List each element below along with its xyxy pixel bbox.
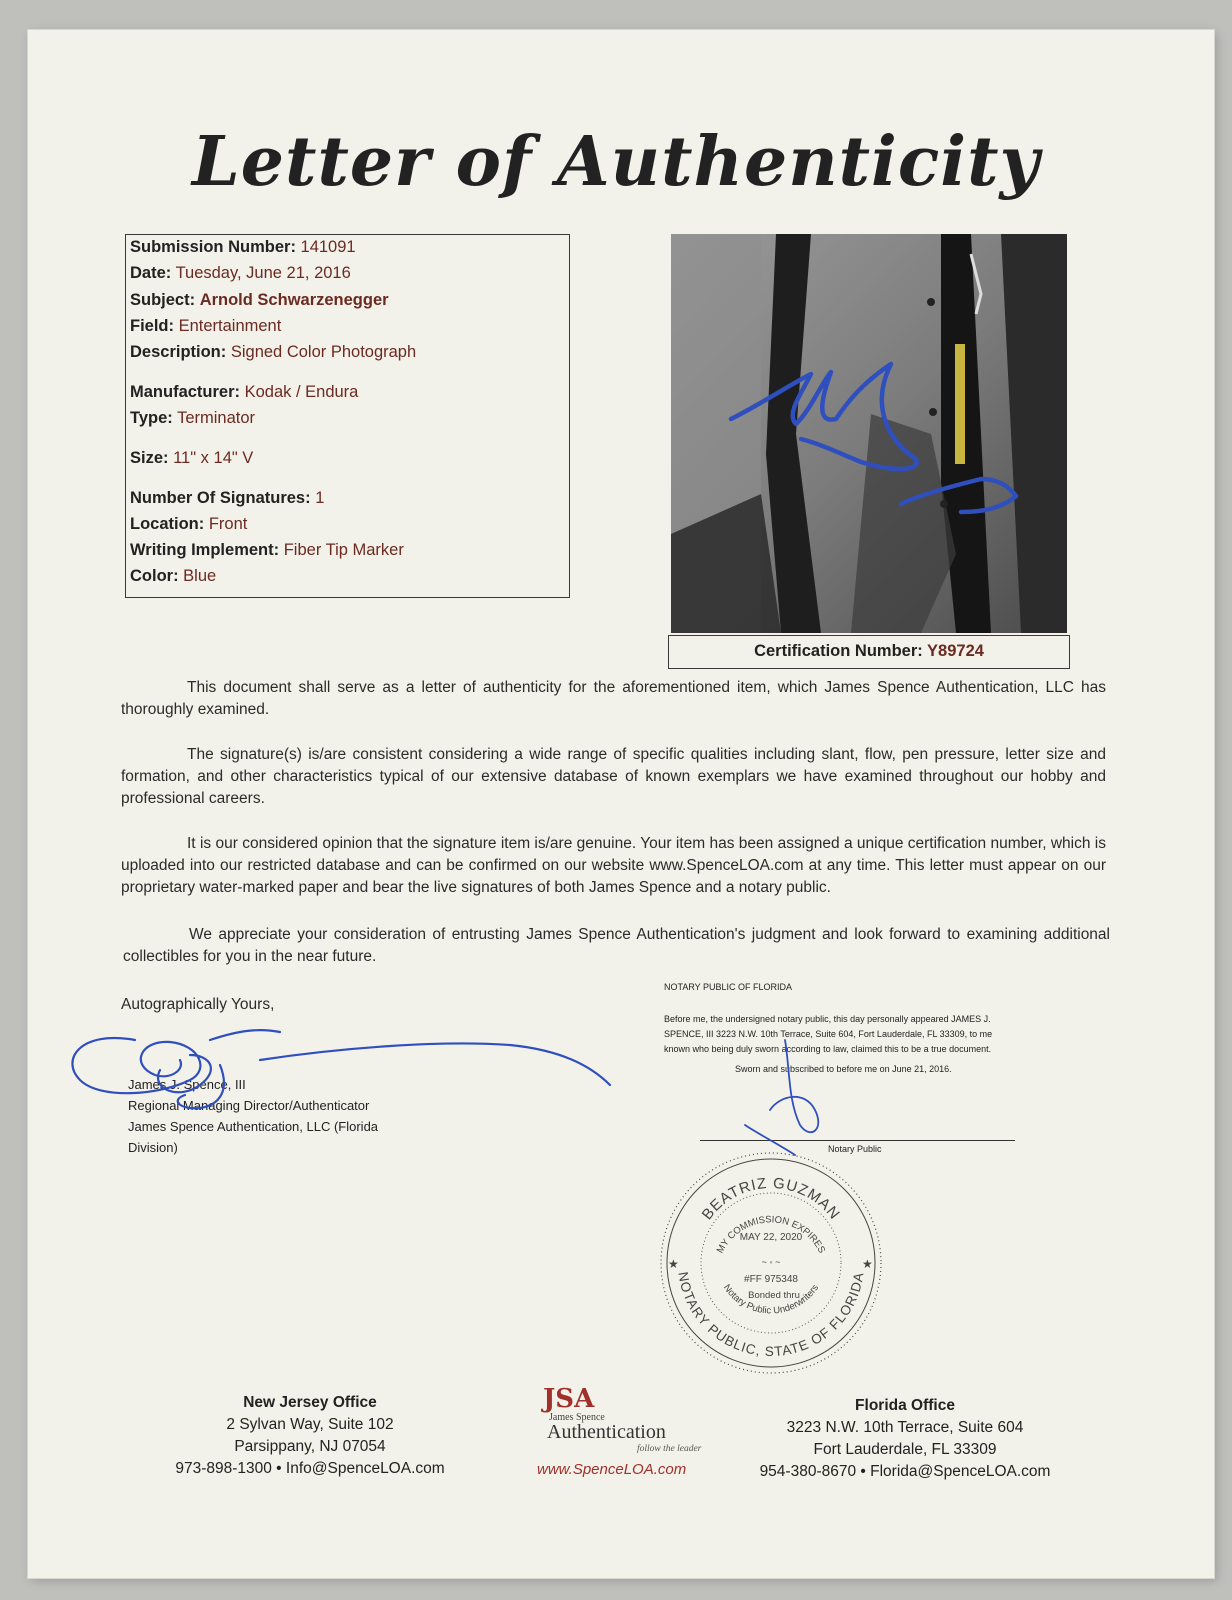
notary-line-label: Notary Public xyxy=(828,1144,882,1154)
seal-commission: MY COMMISSION EXPIRES xyxy=(714,1214,828,1256)
detail-label: Date: xyxy=(130,264,172,282)
nj-office-address-line-2: Parsippany, NJ 07054 xyxy=(234,1438,386,1455)
fl-office-heading: Florida Office xyxy=(855,1397,955,1414)
detail-value: Terminator xyxy=(177,409,256,427)
notary-text-line-1: Before me, the undersigned notary public, this day personally appeared JAMES J. xyxy=(664,1014,991,1024)
certification-number-box xyxy=(668,635,1070,669)
jsa-logo-authentication: Authentication xyxy=(547,1421,666,1443)
detail-row xyxy=(130,409,255,428)
detail-value: Signed Color Photograph xyxy=(230,343,417,361)
detail-row xyxy=(130,343,416,362)
detail-label: Manufacturer: xyxy=(130,383,241,401)
jsa-logo-name: James Spence xyxy=(549,1412,605,1423)
nj-office-block xyxy=(150,1392,470,1480)
detail-label: Color: xyxy=(130,567,179,585)
detail-row xyxy=(130,541,404,560)
certification-label: Certification Number: xyxy=(754,642,923,660)
detail-row xyxy=(130,238,356,257)
seal-bonded-thru: Bonded thru xyxy=(748,1290,800,1301)
seal-star-left-icon: ★ xyxy=(668,1257,679,1271)
fl-office-phone: 954-380-8670 xyxy=(759,1463,857,1480)
notary-heading: NOTARY PUBLIC OF FLORIDA xyxy=(664,982,793,992)
detail-label: Writing Implement: xyxy=(130,541,280,559)
paragraph-2: The signature(s) is/are consistent considering a wide range of specific qualities including slant, flow, pen pressure, letter size and formation, and other characteristics typical of our extensive database of known exemplars we have examined throughout our hobby and professional careers. xyxy=(121,746,1106,807)
detail-row xyxy=(130,383,358,402)
detail-label: Submission Number: xyxy=(130,238,296,256)
fl-office-address-line-1: 3223 N.W. 10th Terrace, Suite 604 xyxy=(786,1419,1024,1436)
detail-label: Size: xyxy=(130,449,169,467)
detail-label: Subject: xyxy=(130,291,196,309)
notary-text-line-3: known who being duly sworn according to law, claimed this to be a true document. xyxy=(664,1044,992,1054)
nj-office-email: Info@SpenceLOA.com xyxy=(285,1460,445,1477)
notary-seal-stamp xyxy=(656,1148,886,1378)
jsa-logo-tagline: follow the leader xyxy=(637,1444,702,1454)
paragraph-3: It is our considered opinion that the signature item is/are genuine. Your item has been assigned a unique certification number, which is uploaded into our restricted database and can be confirmed on our website www.SpenceLOA.com at any time. This letter must appear on our proprietary water-marked paper and bear the live signatures of both James Spence and a notary public. xyxy=(121,835,1106,896)
seal-star-right-icon: ★ xyxy=(862,1257,873,1271)
paragraph-1: This document shall serve as a letter of authenticity for the aforementioned item, which James Spence Authentication, LLC has thoroughly examined. xyxy=(121,679,1106,718)
paragraph-4: We appreciate your consideration of entrusting James Spence Authentication's judgment and look forward to examining additional collectibles for you in the near future. xyxy=(123,926,1110,965)
certification-value: Y89724 xyxy=(927,642,984,660)
signer-role: Regional Managing Director/Authenticator xyxy=(128,1098,370,1113)
signer-division: Division) xyxy=(128,1140,178,1155)
jsa-logo xyxy=(527,1384,727,1480)
detail-value: Entertainment xyxy=(178,317,282,335)
item-details-box xyxy=(125,234,570,598)
detail-value: Arnold Schwarzenegger xyxy=(199,291,389,309)
detail-row xyxy=(130,489,324,508)
page-title: Letter of Authenticity xyxy=(191,122,1041,202)
seal-number: #FF 975348 xyxy=(744,1274,798,1285)
nj-office-heading: New Jersey Office xyxy=(243,1394,377,1411)
signed-photo-image xyxy=(671,234,1067,633)
detail-row xyxy=(130,567,216,586)
fl-office-email: Florida@SpenceLOA.com xyxy=(870,1463,1051,1480)
fl-office-address-line-2: Fort Lauderdale, FL 33309 xyxy=(813,1441,997,1458)
detail-value: 11" x 14" V xyxy=(173,449,254,467)
detail-value: 141091 xyxy=(300,238,356,256)
authenticator-signature xyxy=(60,1010,620,1120)
seal-bonded: Notary Public Underwriters xyxy=(720,1282,822,1317)
seal-expiration: MAY 22, 2020 xyxy=(739,1232,803,1243)
detail-row xyxy=(130,449,253,468)
jsa-logo-letters: JSA xyxy=(543,1384,595,1414)
fl-office-block xyxy=(735,1395,1075,1483)
detail-label: Location: xyxy=(130,515,205,533)
detail-value: Fiber Tip Marker xyxy=(283,541,404,559)
detail-value: 1 xyxy=(315,489,325,507)
detail-label: Number Of Signatures: xyxy=(130,489,311,507)
detail-value: Blue xyxy=(183,567,217,585)
detail-label: Type: xyxy=(130,409,173,427)
notary-signature xyxy=(730,1030,840,1160)
detail-value: Kodak / Endura xyxy=(244,383,359,401)
detail-row xyxy=(130,291,389,310)
signer-company: James Spence Authentication, LLC (Florida xyxy=(128,1119,379,1134)
closing-salutation: Autographically Yours, xyxy=(121,996,275,1013)
detail-label: Field: xyxy=(130,317,174,335)
nj-office-contact: 973-898-1300 • Info@SpenceLOA.com xyxy=(175,1460,445,1477)
nj-office-address-line-1: 2 Sylvan Way, Suite 102 xyxy=(226,1416,394,1433)
nj-office-phone: 973-898-1300 xyxy=(175,1460,272,1477)
detail-row xyxy=(130,317,281,336)
fl-office-contact: 954-380-8670 • Florida@SpenceLOA.com xyxy=(759,1463,1051,1480)
detail-value: Front xyxy=(208,515,248,533)
jsa-website-link[interactable]: www.SpenceLOA.com xyxy=(537,1461,687,1478)
detail-row xyxy=(130,264,351,283)
notary-sworn-statement: Sworn and subscribed to before me on June 21, 2016. xyxy=(735,1064,952,1074)
seal-name: BEATRIZ GUZMAN xyxy=(698,1174,844,1224)
signed-item-photo xyxy=(671,234,1067,633)
detail-label: Description: xyxy=(130,343,227,361)
notary-text-line-2: SPENCE, III 3223 N.W. 10th Terrace, Suite 604, Fort Lauderdale, FL 33309, to me xyxy=(664,1029,993,1039)
signer-name: James J. Spence, III xyxy=(128,1077,246,1092)
seal-state: NOTARY PUBLIC, STATE OF FLORIDA xyxy=(675,1270,867,1360)
detail-value: Tuesday, June 21, 2016 xyxy=(175,264,351,282)
seal-ornament: ~ ◦ ~ xyxy=(761,1257,781,1267)
detail-row xyxy=(130,515,247,534)
